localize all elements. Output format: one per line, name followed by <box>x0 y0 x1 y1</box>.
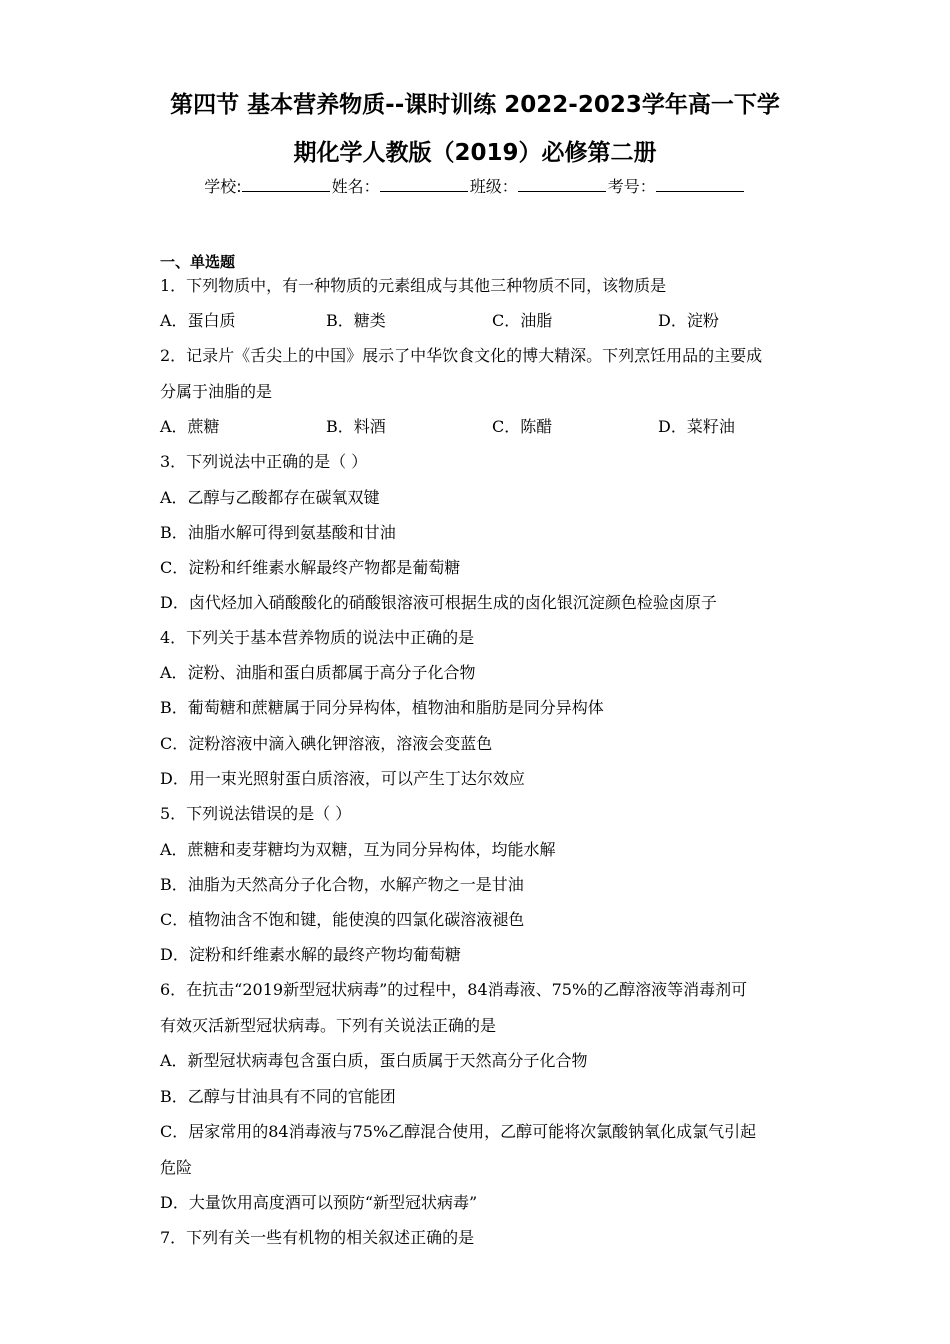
question-5-option-b: B．油脂为天然高分子化合物，水解产物之一是甘油 <box>160 875 524 894</box>
question-5-option-a: A．蔗糖和麦芽糖均为双糖，互为同分异构体，均能水解 <box>160 840 556 859</box>
question-6-stem-line-1: 6．在抗击“2019新型冠状病毒”的过程中，84消毒液、75%的乙醇溶液等消毒剂可 <box>160 980 748 999</box>
question-1-option-a: A．蛋白质 <box>160 311 236 330</box>
student-info-row <box>0 174 950 197</box>
class-blank[interactable] <box>518 177 606 192</box>
section-title: 一、单选题 <box>160 253 236 271</box>
question-3-stem: 3．下列说法中正确的是（ ） <box>160 452 368 471</box>
school-blank[interactable] <box>242 177 330 192</box>
question-1-option-c: C．油脂 <box>492 311 553 330</box>
question-2-option-c: C．陈醋 <box>492 417 553 436</box>
question-3-option-c: C．淀粉和纤维素水解最终产物都是葡萄糖 <box>160 558 461 577</box>
exam-no-label: 考号： <box>607 177 656 196</box>
question-5-option-d: D．淀粉和纤维素水解的最终产物均葡萄糖 <box>160 945 461 964</box>
question-4-option-c: C．淀粉溶液中滴入碘化钾溶液，溶液会变蓝色 <box>160 734 493 753</box>
question-7-stem: 7．下列有关一些有机物的相关叙述正确的是 <box>160 1228 475 1247</box>
title-line-1: 第四节 基本营养物质--课时训练 2022-2023学年高一下学 <box>170 92 780 118</box>
question-6-stem-line-2: 有效灭活新型冠状病毒。下列有关说法正确的是 <box>160 1016 497 1035</box>
question-3-option-a: A．乙醇与乙酸都存在碳氧双键 <box>160 488 380 507</box>
question-2-option-b: B．料酒 <box>326 417 386 436</box>
question-3-option-d: D．卤代烃加入硝酸酸化的硝酸银溶液可根据生成的卤化银沉淀颜色检验卤原子 <box>160 593 717 612</box>
question-4-option-d: D．用一束光照射蛋白质溶液，可以产生丁达尔效应 <box>160 769 525 788</box>
name-label: 姓名： <box>331 177 380 196</box>
name-blank[interactable] <box>380 177 468 192</box>
question-6-option-b: B．乙醇与甘油具有不同的官能团 <box>160 1087 396 1106</box>
question-1-stem: 1．下列物质中，有一种物质的元素组成与其他三种物质不同，该物质是 <box>160 276 667 295</box>
question-2-stem-line-2: 分属于油脂的是 <box>160 382 273 401</box>
question-1-option-d: D．淀粉 <box>658 311 719 330</box>
question-6-option-d: D．大量饮用高度酒可以预防“新型冠状病毒” <box>160 1193 478 1212</box>
school-label: 学校: <box>204 177 242 196</box>
question-1-option-b: B．糖类 <box>326 311 386 330</box>
question-4-option-b: B．葡萄糖和蔗糖属于同分异构体，植物油和脂肪是同分异构体 <box>160 698 604 717</box>
question-4-option-a: A．淀粉、油脂和蛋白质都属于高分子化合物 <box>160 663 476 682</box>
question-3-option-b: B．油脂水解可得到氨基酸和甘油 <box>160 523 396 542</box>
question-6-option-c-line-2: 危险 <box>160 1158 193 1177</box>
question-2-stem-line-1: 2．记录片《舌尖上的中国》展示了中华饮食文化的博大精深。下列烹饪用品的主要成 <box>160 346 763 365</box>
question-2-option-d: D．菜籽油 <box>658 417 735 436</box>
question-6-option-a: A．新型冠状病毒包含蛋白质，蛋白质属于天然高分子化合物 <box>160 1051 588 1070</box>
title-line-2: 期化学人教版（2019）必修第二册 <box>293 140 657 166</box>
exam-no-blank[interactable] <box>656 177 744 192</box>
class-label: 班级： <box>469 177 518 196</box>
question-6-option-c-line-1: C．居家常用的84消毒液与75%乙醇混合使用，乙醇可能将次氯酸钠氧化成氯气引起 <box>160 1122 757 1141</box>
question-2-option-a: A．蔗糖 <box>160 417 220 436</box>
question-5-stem: 5．下列说法错误的是（ ） <box>160 804 352 823</box>
question-5-option-c: C．植物油含不饱和键，能使溴的四氯化碳溶液褪色 <box>160 910 525 929</box>
question-4-stem: 4．下列关于基本营养物质的说法中正确的是 <box>160 628 475 647</box>
